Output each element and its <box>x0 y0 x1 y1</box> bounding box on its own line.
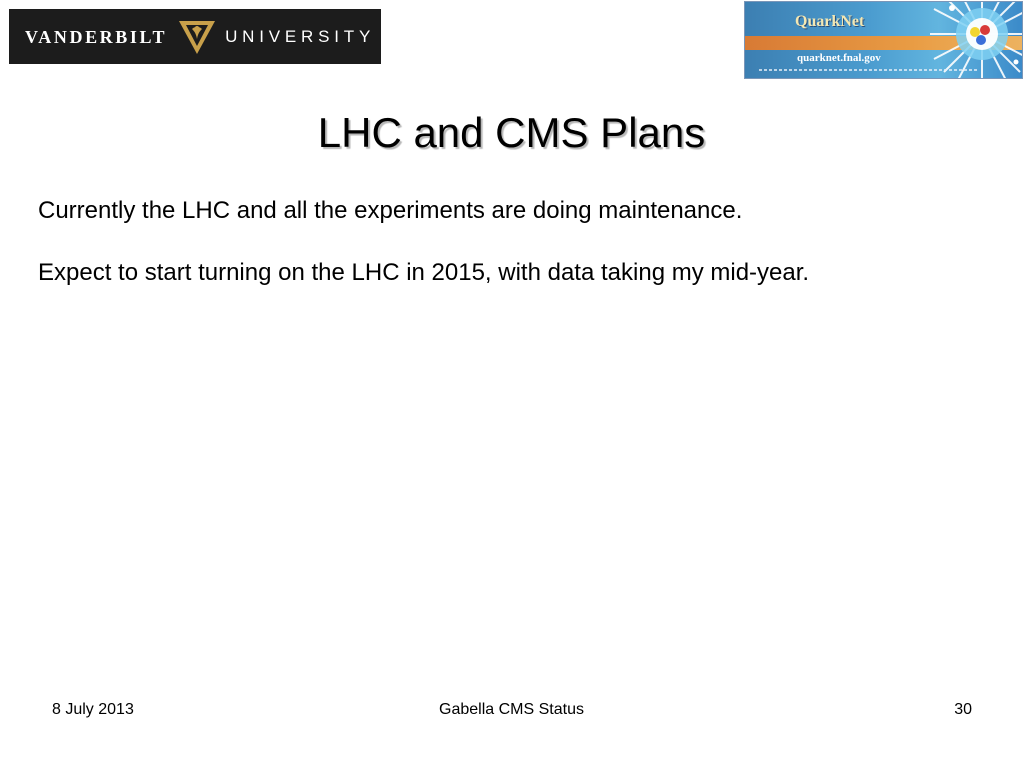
quarknet-title: QuarkNet <box>795 13 865 30</box>
vanderbilt-logo <box>9 9 381 64</box>
logo-word-university: UNIVERSITY <box>225 27 376 46</box>
quark-burst-icon <box>922 1 1023 79</box>
quarknet-url: quarknet.fnal.gov <box>797 52 881 64</box>
footer-title: Gabella CMS Status <box>439 701 584 718</box>
body-paragraph: Expect to start turning on the LHC in 2015, with data taking my mid-year. <box>38 259 810 286</box>
vanderbilt-v-oak-icon <box>178 19 216 55</box>
page-number: 30 <box>954 701 972 718</box>
slide-body <box>38 195 898 319</box>
slide-title: LHC and CMS Plans <box>317 109 706 156</box>
footer-date: 8 July 2013 <box>52 701 134 718</box>
quarknet-logo <box>744 1 1023 79</box>
logo-fine-print <box>759 69 979 71</box>
body-paragraph: Currently the LHC and all the experiments are doing maintenance. <box>38 197 743 224</box>
logo-word-vanderbilt: VANDERBILT <box>25 26 168 47</box>
